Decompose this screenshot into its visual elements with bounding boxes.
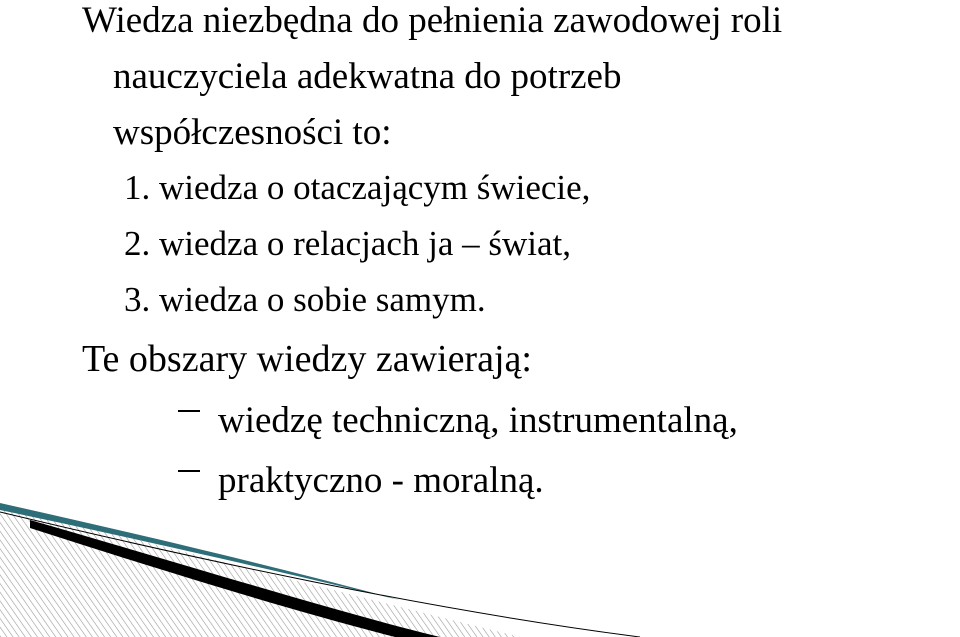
intro-line-3: współczesności to: — [113, 112, 392, 153]
dash-bullet-icon — [178, 410, 200, 412]
list-item-text: wiedza o relacjach ja – świat, — [159, 224, 572, 263]
list-number: 3. — [124, 280, 151, 319]
sub-heading: Te obszary wiedzy zawierają: — [82, 338, 532, 380]
list-item-text: wiedza o sobie samym. — [159, 280, 486, 319]
numbered-list-item — [124, 282, 486, 317]
list-number: 1. — [124, 168, 151, 207]
list-item-text: wiedza o otaczającym świecie, — [159, 168, 591, 207]
list-item-text: wiedzę techniczną, instrumentalną, — [218, 400, 738, 441]
numbered-list-item — [124, 226, 571, 261]
intro-line-1: Wiedza niezbędna do pełnienia zawodowej roli — [82, 0, 783, 41]
list-item-text: praktyczno - moralną. — [218, 460, 544, 501]
list-number: 2. — [124, 224, 151, 263]
dash-bullet-icon — [178, 470, 200, 472]
numbered-list-item — [124, 170, 590, 205]
dash-list-item — [178, 402, 738, 439]
dash-list-item — [178, 462, 544, 499]
intro-line-2: nauczyciela adekwatna do potrzeb — [113, 56, 622, 97]
